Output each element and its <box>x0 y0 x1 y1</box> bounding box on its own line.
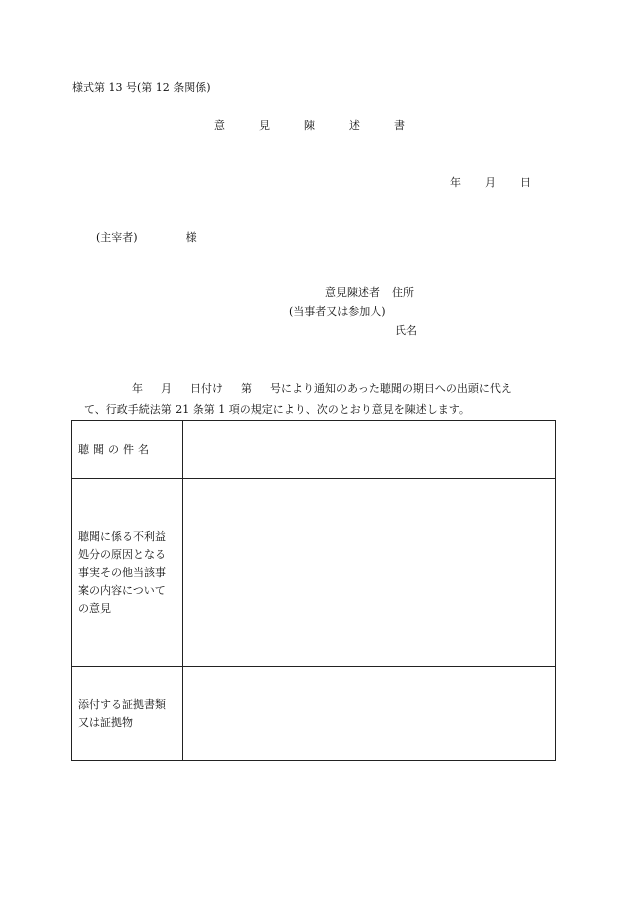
opinion-field[interactable] <box>183 479 556 667</box>
date-year: 年 <box>450 176 461 189</box>
body-line-1-rest: 号により通知のあった聴聞の期日への出頭に代え <box>270 382 512 395</box>
date-line <box>450 177 531 188</box>
body-line-2: て、行政手続法第 21 条第 1 項の規定により、次のとおり意見を陳述します。 <box>84 403 470 416</box>
addressee-honorific: 様 <box>185 231 197 244</box>
hearing-case-label: 聴聞の件名 <box>72 421 183 479</box>
declarant-name-label: 氏名 <box>395 324 417 337</box>
declarant-party-note: (当事者又は参加人) <box>289 305 386 318</box>
body-line-1 <box>70 378 560 399</box>
document-title <box>214 120 405 131</box>
form-number: 様式第 13 号(第 12 条関係) <box>72 81 211 94</box>
addressee-role: (主宰者) <box>96 231 138 244</box>
title-char: 書 <box>394 119 405 132</box>
date-month: 月 <box>485 176 496 189</box>
date-day: 日 <box>520 176 531 189</box>
body-month: 月 <box>161 382 172 395</box>
evidence-label: 添付する証拠書類又は証拠物 <box>72 667 183 761</box>
table-row <box>72 421 556 479</box>
table-row <box>72 479 556 667</box>
title-char: 述 <box>349 119 360 132</box>
body-text <box>70 378 560 420</box>
table-row <box>72 667 556 761</box>
hearing-case-field[interactable] <box>183 421 556 479</box>
declarant-address <box>325 287 414 298</box>
body-number-prefix: 第 <box>241 382 252 395</box>
addressee <box>96 232 197 243</box>
opinion-table <box>71 420 556 761</box>
declarant-label: 意見陳述者 <box>325 286 380 299</box>
body-dated: 日付け <box>190 382 223 395</box>
title-char: 意 <box>214 119 225 132</box>
body-year: 年 <box>132 382 143 395</box>
evidence-field[interactable] <box>183 667 556 761</box>
opinion-label: 聴聞に係る不利益処分の原因となる事実その他当該事案の内容についての意見 <box>72 479 183 667</box>
title-char: 陳 <box>304 119 315 132</box>
address-label: 住所 <box>392 286 414 299</box>
title-char: 見 <box>259 119 270 132</box>
